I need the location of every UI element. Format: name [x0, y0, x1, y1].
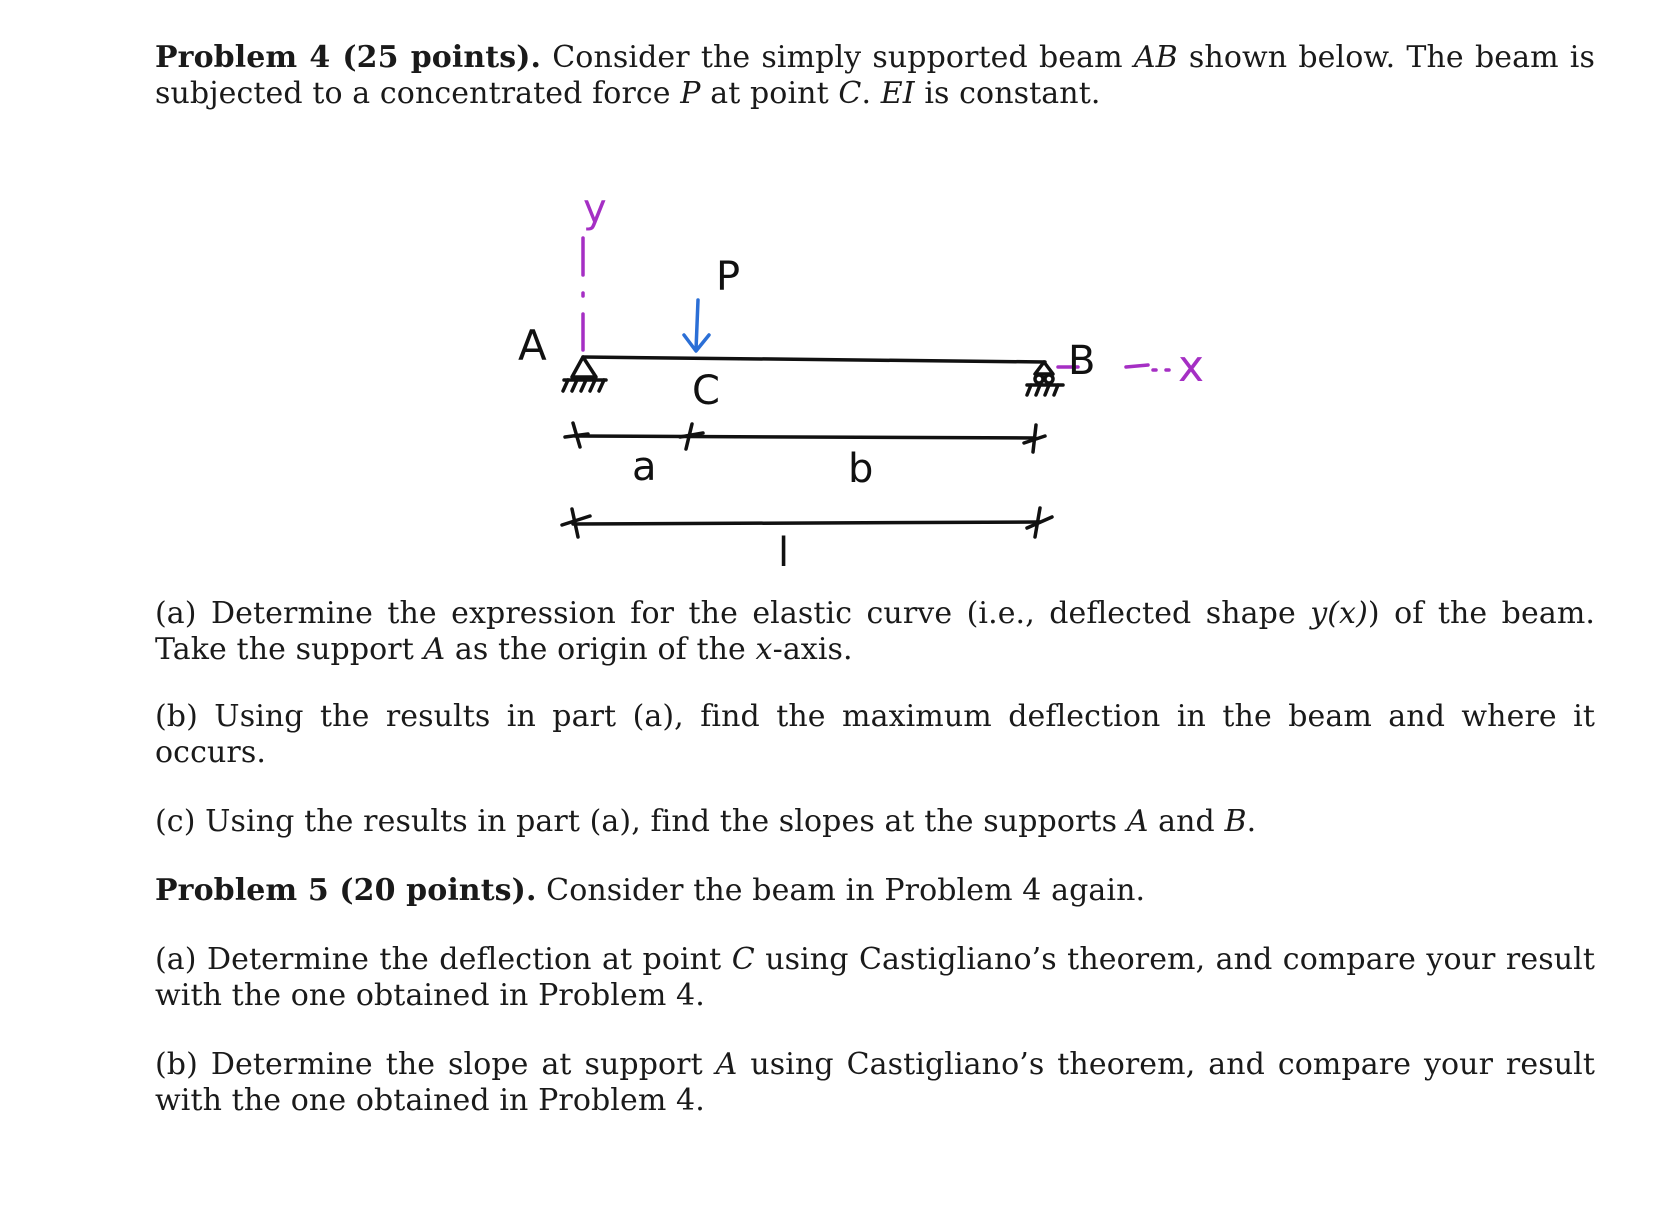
beam-name: AB	[1133, 40, 1178, 75]
label-a: A	[518, 321, 547, 370]
problem5-part-b	[155, 1047, 1595, 1119]
part-a-text: as the origin of the	[445, 632, 756, 667]
part-c-text: (c) Using the results in part (a), find the slopes at the supports	[155, 804, 1127, 839]
dim-label-a: a	[632, 444, 657, 490]
point-c-symbol: C	[838, 76, 862, 111]
label-c: C	[692, 368, 720, 414]
problem4-text: is constant.	[914, 76, 1101, 111]
problem5-heading: Problem 5 (20 points).	[155, 873, 537, 908]
problem4-intro	[155, 40, 1595, 112]
p5-part-b-text: using Castigliano’s theorem, and compare your result with the one obtained in Problem 4.	[155, 1047, 1595, 1118]
ei-symbol: EI	[880, 76, 915, 111]
problem4-part-c	[155, 804, 1595, 840]
x-axis-symbol: x	[755, 632, 773, 667]
problem-document	[155, 40, 1595, 1119]
problem4-part-b	[155, 699, 1595, 771]
label-b: B	[1068, 338, 1096, 384]
part-a-text: (a) Determine the expression for the elastic curve (i.e., deflected shape	[155, 596, 1311, 631]
support-a-symbol: A	[715, 1047, 738, 1082]
problem4-text: at point	[700, 76, 839, 111]
part-b-text: (b) Using the results in part (a), find the maximum deflection in the beam and where it occurs.	[155, 699, 1595, 770]
p5-part-a-text: using Castigliano’s theorem, and compare your result with the one obtained in Problem 4.	[155, 942, 1595, 1013]
problem4-heading: Problem 4 (25 points).	[155, 40, 542, 75]
problem4-text: shown below. The beam is subjected to a concentrated force	[155, 40, 1595, 111]
previous-page-fragment	[0, 0, 1668, 2]
p5-part-b-text: (b) Determine the slope at support	[155, 1047, 716, 1082]
problem5-part-a	[155, 942, 1595, 1014]
problem4-text: .	[861, 76, 881, 111]
problem4-text: Consider the simply supported beam	[541, 40, 1134, 75]
figure-spacer	[155, 112, 1595, 596]
dim-label-b: b	[848, 446, 874, 492]
elastic-curve-symbol: y(x)	[1310, 596, 1368, 631]
p5-part-a-text: (a) Determine the deflection at point	[155, 942, 732, 977]
origin-point-symbol: A	[423, 632, 446, 667]
point-c-symbol: C	[731, 942, 755, 977]
label-y: y	[583, 186, 607, 232]
problem4-part-a	[155, 596, 1595, 668]
problem5-intro	[155, 873, 1595, 909]
force-symbol: P	[680, 76, 701, 111]
part-c-text: and	[1148, 804, 1225, 839]
part-c-text: .	[1246, 804, 1257, 839]
support-b-symbol: B	[1224, 804, 1247, 839]
support-a-symbol: A	[1126, 804, 1149, 839]
part-a-text: -axis.	[772, 632, 853, 667]
label-x: x	[1178, 341, 1205, 392]
part-a-text: ) of the beam. Take the support	[155, 596, 1595, 667]
dim-label-l: l	[778, 530, 790, 576]
label-p: P	[716, 254, 741, 300]
problem5-text: Consider the beam in Problem 4 again.	[536, 873, 1146, 908]
